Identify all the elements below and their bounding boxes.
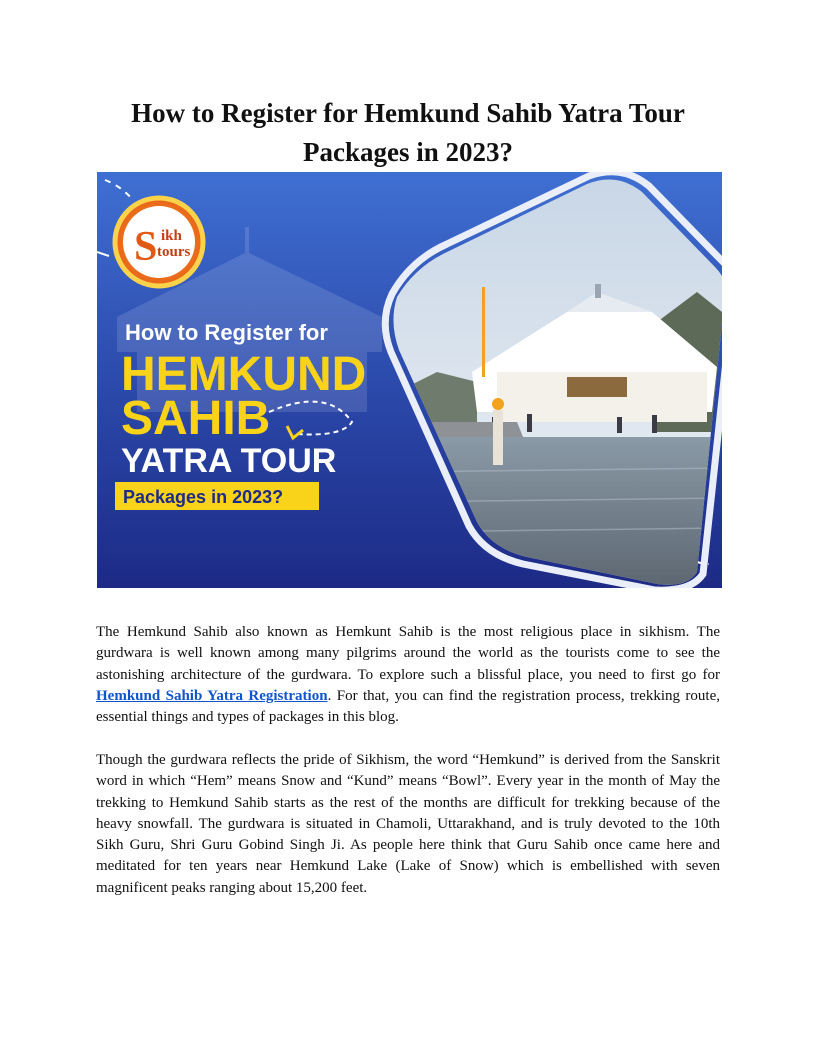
intro-text-before-link: The Hemkund Sahib also known as Hemkunt Sahib is the most religious place in sikhism. The gurdwara is well known among many pilgrims around the world as the tourists come to see the astonishing architecture of the gurdwara. To explore such a blissful place, you need to first go for bbox=[96, 624, 720, 683]
intro-text-after-link: . For that, you can find the registration process, trekking route, essential things and types of packages in this blog. bbox=[96, 687, 720, 726]
banner-headline-sahib: SAHIB bbox=[121, 392, 271, 445]
logo-initial: S bbox=[134, 224, 158, 270]
banner-headline-hemkund: HEMKUND bbox=[121, 348, 367, 401]
banner-image bbox=[97, 172, 722, 588]
sikh-tours-logo bbox=[115, 198, 203, 286]
banner-headline-yatra-tour: YATRA TOUR bbox=[121, 442, 337, 480]
logo-line2: tours bbox=[157, 244, 191, 260]
hemkund-registration-link[interactable]: Hemkund Sahib Yatra Registration bbox=[96, 687, 328, 704]
banner-headline-small: How to Register for bbox=[125, 320, 328, 345]
intro-paragraph bbox=[96, 622, 720, 728]
document-title: How to Register for Hemkund Sahib Yatra Tour Packages in 2023? bbox=[131, 98, 685, 167]
history-paragraph: Though the gurdwara reflects the pride of Sikhism, the word “Hemkund” is derived from the Sanskrit word in which “Hem” means Snow and “Kund” means “Bowl”. Every year in the month of May the trekking to Hemkund Sahib starts as the rest of the months are difficult for trekking because of the heavy snowfall. The gurdwara is situated in Chamoli, Uttarakhand, and is truly devoted to the 10th Sikh Guru, Shri Guru Gobind Singh Ji. As people here think that Guru Sahib once came here and meditated for ten years near Hemkund Lake (Lake of Snow) which is embellished with seven magnificent peaks ranging about 15,200 feet. bbox=[96, 752, 720, 896]
banner-badge-text: Packages in 2023? bbox=[123, 487, 284, 507]
logo-line1: ikh bbox=[161, 228, 182, 244]
